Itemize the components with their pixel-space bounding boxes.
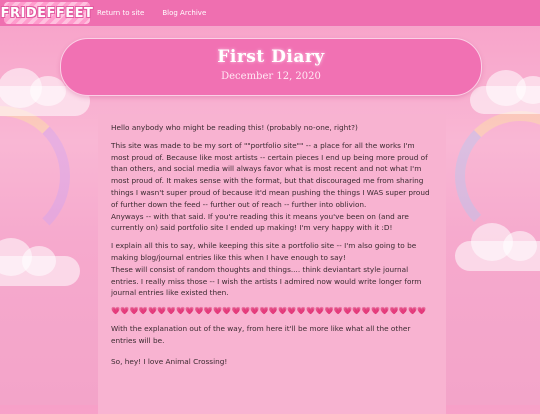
cloud-decoration	[0, 256, 80, 286]
top-nav-bar	[0, 0, 540, 27]
site-logo-text: FRIDEFFEET	[0, 5, 94, 21]
post-paragraph: With the explanation out of the way, from here it'll be more like what all the other entries will be.	[111, 323, 411, 345]
cloud-decoration	[470, 86, 540, 114]
post-paragraph: Anyways -- with that said. If you're reading this it means you've been on (and are currently on) said portfolio site I ended up making! I'm very happy with it :D!	[111, 211, 409, 233]
heart-divider: 💗💗💗💗💗💗💗💗💗💗💗💗💗💗💗💗💗💗💗💗💗💗💗💗💗💗💗💗💗💗💗💗💗💗	[111, 306, 427, 316]
post-paragraph: These will consist of random thoughts and things.... think deviantart style journal entries. I really miss those -- I wish the artists I admired now would write longer form journal entries like existed then.	[111, 264, 422, 298]
return-to-site-link[interactable]: Return to site	[97, 9, 145, 17]
rainbow-decoration	[0, 106, 70, 246]
post-paragraph: Hello anybody who might be reading this! (probably no-one, right?)	[111, 123, 358, 132]
post-body	[98, 114, 446, 414]
blog-archive-link[interactable]: Blog Archive	[162, 9, 207, 17]
cloud-decoration	[455, 241, 540, 271]
post-paragraph: This site was made to be my sort of ""portfolio site"" -- a place for all the works I'm most proud of. Because like most artists -- certain pieces I end up being more proud of than others, and social media will always favor what is most recent and not what I'm most proud of. It makes sense with the format, but that discouraged me from sharing things I wasn't super proud of because it'd mean pushing the things I WAS super proud of further down the feed -- further out of reach -- further into oblivion.	[111, 140, 430, 209]
post-paragraph: So, hey! I love Animal Crossing!	[111, 356, 228, 366]
post-title: First Diary	[217, 47, 325, 67]
post-header	[60, 38, 482, 96]
post-paragraph: I explain all this to say, while keeping this site a portfolio site -- I'm also going to be making blog/journal entries like this when I have enough to say!	[111, 241, 417, 262]
site-logo[interactable]	[0, 2, 94, 24]
post-date: December 12, 2020	[221, 71, 321, 82]
rainbow-decoration	[455, 111, 540, 241]
